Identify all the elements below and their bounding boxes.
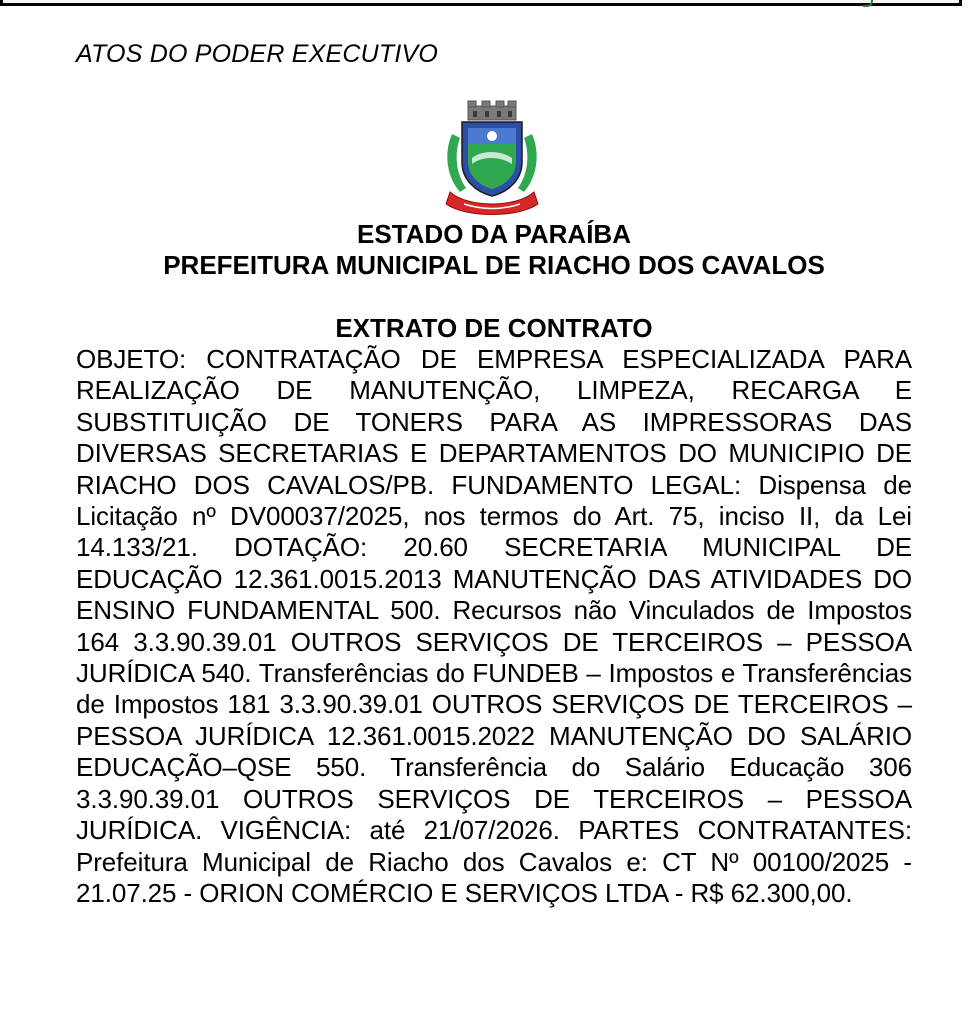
coat-of-arms-icon [438,100,546,218]
document-title: EXTRATO DE CONTRATO [335,313,653,343]
state-name: ESTADO DA PARAÍBA [357,219,631,249]
page-top-border [0,0,962,6]
city-hall-name: PREFEITURA MUNICIPAL DE RIACHO DOS CAVALOS [163,250,825,280]
contract-body-text: OBJETO: CONTRATAÇÃO DE EMPRESA ESPECIALIZADA PARA REALIZAÇÃO DE MANUTENÇÃO, LIMPEZA, RECARGA E SUBSTITUIÇÃO DE TONERS PARA AS IMPRESSORAS DAS DIVERSAS SECRETARIAS E DEPARTAMENTOS DO MUNICIPIO DE RIACHO DOS CAVALOS/PB. FUNDAMENTO LEGAL: Dispensa de Licitação nº DV00037/2025, nos termos do Art. 75, inciso II, da Lei 14.133/21. DOTAÇÃO: 20.60 SECRETARIA MUNICIPAL DE EDUCAÇÃO 12.361.0015.2013 MANUTENÇÃO DAS ATIVIDADES DO ENSINO FUNDAMENTAL 500. Recursos não Vinculados de Impostos 164 3.3.90.39.01 OUTROS SERVIÇOS DE TERCEIROS – PESSOA JURÍDICA 540. Transferências do FUNDEB – Impostos e Transferências de Impostos 181 3.3.90.39.01 OUTROS SERVIÇOS DE TERCEIROS – PESSOA JURÍDICA 12.361.0015.2022 MANUTENÇÃO DO SALÁRIO EDUCAÇÃO–QSE 550. Transferência do Salário Educação 306 3.3.90.39.01 OUTROS SERVIÇOS DE TERCEIROS – PESSOA JURÍDICA. VIGÊNCIA: até 21/07/2026. PARTES CONTRATANTES: Prefeitura Municipal de Riacho dos Cavalos e: CT Nº 00100/2025 - 21.07.25 - ORION COMÉRCIO E SERVIÇOS LTDA - R$ 62.300,00. [76,344,912,908]
border-ornament [863,0,873,7]
section-heading: ATOS DO PODER EXECUTIVO [76,40,439,68]
